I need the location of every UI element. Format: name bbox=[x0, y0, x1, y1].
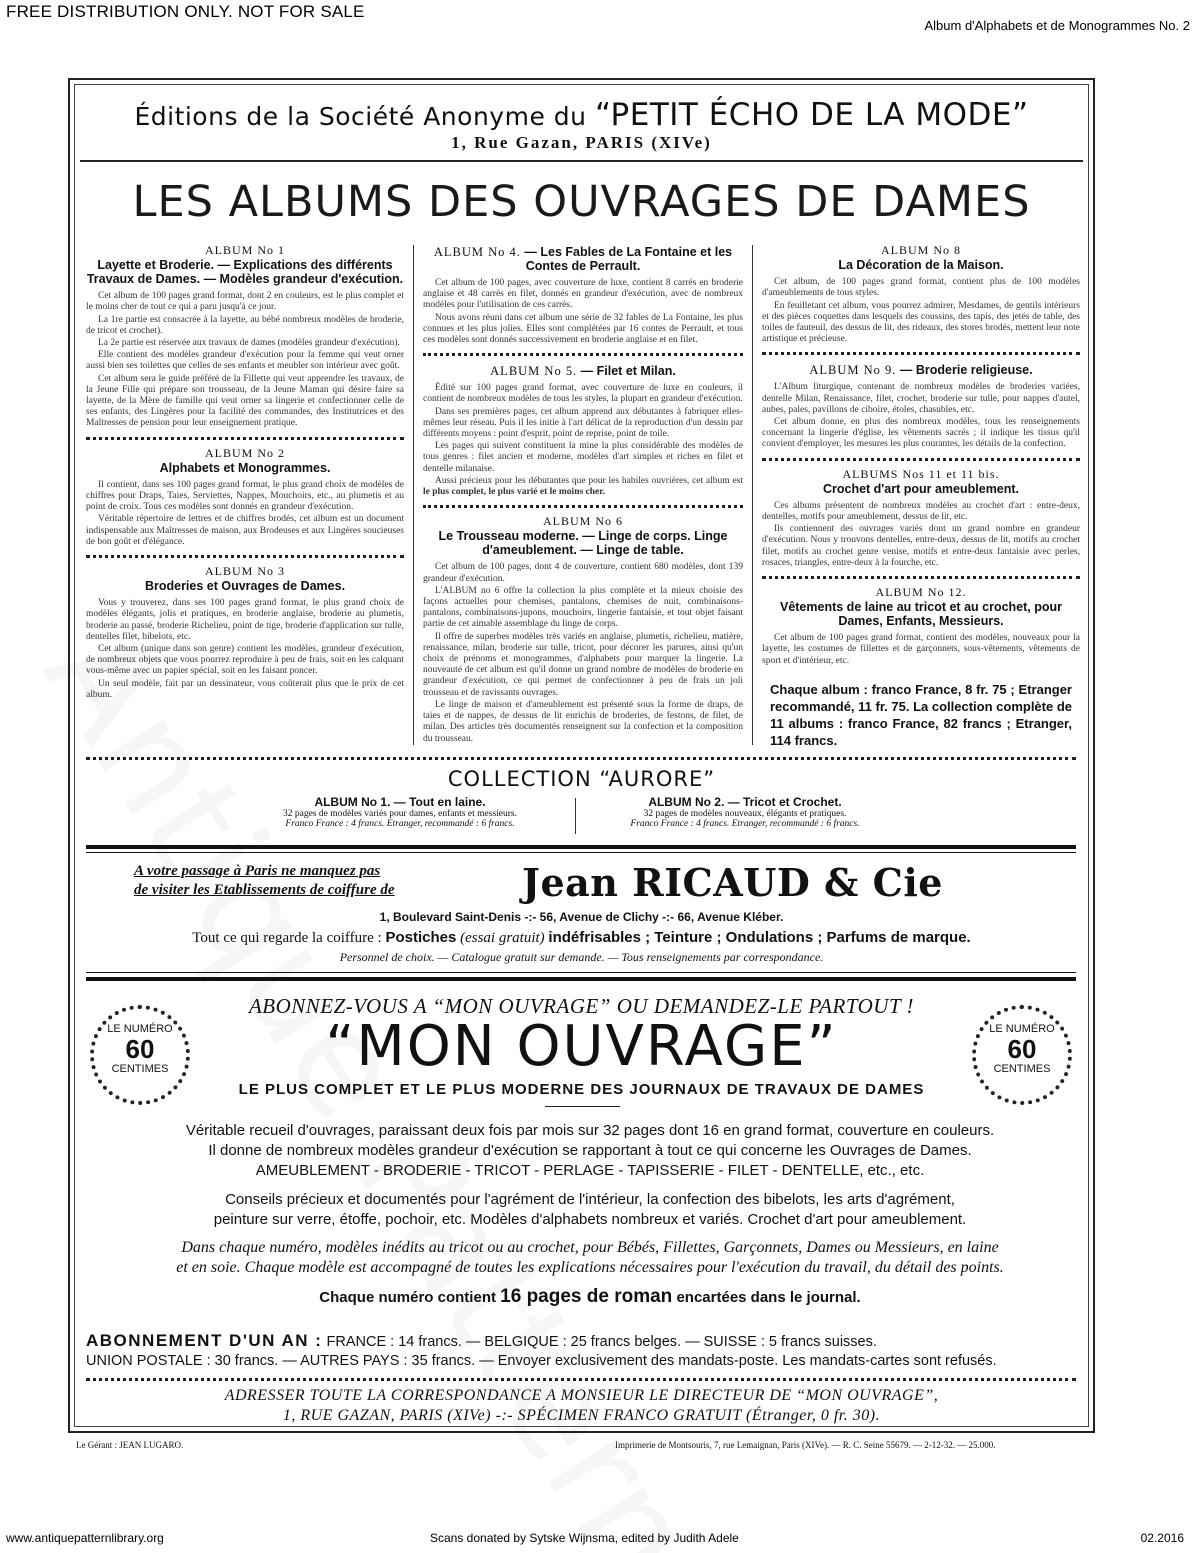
album-text: Cet album sera le guide préféré de la Fillette qui veut apprendre les travaux, de la Jeune Fille qui prépare son trousseau, de la Jeune Maman qui désire faire sa layette, de la Mère de famille qui veut orner sa lingerie et confectionner celle de ses enfants, des Lingères pour la facilité des commandes, des Institutrices et des Maîtresses de pension pour leur enseignement pratique. bbox=[86, 373, 404, 429]
dotted-rule bbox=[762, 576, 1080, 579]
album-heading: ALBUM No 3 bbox=[204, 564, 285, 579]
ricaud-services: Tout ce qui regarde la coiffure : Postiches (essai gratuit) indéfrisables ; Teinture ; Ondulations ; Parfums de marque. bbox=[192, 929, 971, 946]
album-heading: ALBUM No 12. bbox=[875, 585, 967, 600]
section-rule bbox=[86, 852, 1076, 853]
aurore-title: COLLECTION “AURORE” bbox=[447, 767, 716, 791]
edition-date: 02.2016 bbox=[1140, 1531, 1184, 1545]
header-rule bbox=[80, 160, 1083, 162]
dotted-rule bbox=[423, 505, 743, 508]
album-text: Il offre de superbes modèles très variés en anglaise, plumetis, richelieu, matière, renaissance, milan, broderie sur tulle, tricot, pour décorer les parures, ainsi qu'un choix de prénoms et monogrammes, d'alphabets pour marquer la lingerie. La nouveauté de cet album est qu'il donne un grand nombre de modèles de broderie en grandeur d'exécution, ce qui permet de confectionner à peu de frais un joli trousseau et de ravissants ouvrages. bbox=[423, 631, 743, 698]
album-text: Les pages qui suivent constituent la mine la plus considérable des modèles de tous genres : filet ancien et moderne, modèles d'art simples et riches en filet et dentelle milanaise. bbox=[423, 441, 743, 474]
aurore-album-text: 32 pages de modèles variés pour dames, enfants et messieurs. bbox=[282, 808, 517, 819]
manager-credit: Le Gérant : JEAN LUGARO. bbox=[76, 1440, 184, 1450]
album-title: La Décoration de la Maison. bbox=[838, 258, 1004, 273]
album-title: ALBUM No 5. — Filet et Milan. bbox=[490, 364, 676, 379]
album-text: Elle contient des modèles grandeur d'exécution pour la femme qui veut orner aussi bien ses toilettes que celles de ses enfants et meubler son intérieur avec goût. bbox=[86, 350, 404, 372]
ricaud-address: 1, Boulevard Saint-Denis -:- 56, Avenue de Clichy -:- 66, Avenue Kléber. bbox=[379, 910, 784, 924]
column-divider bbox=[752, 245, 753, 745]
album-text: Nous avons réuni dans cet album une série de 32 fables de La Fontaine, les plus connues et les plus jolies. Elles sont complétées par 16 contes de Perrault, et tous ces modèles sont donnés successivement en broderie anglaise et en filet. bbox=[423, 312, 743, 346]
column-divider bbox=[413, 245, 414, 745]
dotted-rule bbox=[86, 1378, 1076, 1381]
album-text: Cet album de 100 pages grand format, dont 2 en couleurs, est le plus complet et le moins cher de tout ce qui a paru jusqu'à ce jour. bbox=[86, 291, 404, 313]
section-rule bbox=[86, 845, 1076, 849]
aurore-album-1 bbox=[240, 797, 560, 830]
album-price: Chaque album : franco France, 8 fr. 75 ; Etranger recommandé, 11 fr. 75. La collection complète de 11 albums : franco France, 82 francs ; Etranger, 114 francs. bbox=[770, 681, 1073, 748]
mon-ouvrage-description: Véritable recueil d'ouvrages, paraissant deux fois par mois sur 32 pages dont 16 en grand format, couverture en couleurs. Il donne de nombreux modèles grandeur d'exécution se rapportant à tout ce qui concerne les Ouvrages de Dames. AMEUBLEMENT - BRODERIE - TRICOT - PERLAGE - TAPISSERIE - FILET - DENTELLE, etc., etc. bbox=[185, 1122, 995, 1179]
album-text: Cet album de 100 pages grand format, contient des modèles, nouveaux pour la layette, les costumes de fillettes et de garçonnets, sous-vêtements, vêtements de sport et d'intérieur, etc. bbox=[762, 633, 1080, 666]
aurore-divider bbox=[575, 798, 576, 834]
album-heading: ALBUM No 2 bbox=[204, 445, 285, 460]
album-title: Broderies et Ouvrages de Dames. bbox=[144, 579, 346, 594]
dotted-rule bbox=[762, 458, 1080, 461]
price-badge: LE NUMÉRO 60 CENTIMES bbox=[972, 1005, 1072, 1105]
album-text: Cet album de 100 pages, avec couverture de luxe, contient 8 carrés en broderie anglaise et 48 carrés en filet, donnés en grandeur d'exécution, avec de nombreux modèles pour l'utilisation de ces carrés. bbox=[423, 278, 743, 311]
album-text: L'ALBUM no 6 offre la collection la plus complète et la mieux choisie des façons actuelles pour chemises, pantalons, chemises de nuit, combinaisons-pantalons, combinaisons-jupons, mouchoirs, lingerie fantaisie, et tout objet faisant partie de cet aimable assemblage du linge de corps. bbox=[423, 585, 743, 630]
mon-ouvrage-models: Dans chaque numéro, modèles inédits au tricot ou au crochet, pour Bébés, Fillettes, Garçonnets, Dames ou Messieurs, en laine et en soie. Chaque modèle est accompagné de toutes les explications nécessaires pour l'exécution du travail, du détail des points. bbox=[176, 1239, 1004, 1276]
column-middle bbox=[423, 245, 743, 746]
album-text: Ces albums présentent de nombreux modèles au crochet d'art : entre-deux, dentelles, motifs pour ameublement, dessus de lit, etc. bbox=[762, 500, 1080, 523]
ricaud-note: Personnel de choix. — Catalogue gratuit sur demande. — Tous renseignements par correspondance. bbox=[339, 950, 824, 964]
album-text: Cet album de 100 pages, dont 4 de couverture, contient 680 modèles, dont 139 grandeur d'exécution. bbox=[423, 562, 743, 584]
dotted-rule bbox=[762, 352, 1080, 355]
album-title: ALBUM No 9. — Broderie religieuse. bbox=[809, 363, 1033, 378]
album-title: Alphabets et Monogrammes. bbox=[159, 460, 331, 475]
ricaud-invitation: A votre passage à Paris ne manquez pas de visiter les Etablissements de coiffure de bbox=[134, 863, 395, 898]
album-title: Crochet d'art pour ameublement. bbox=[822, 481, 1020, 496]
album-text: L'Album liturgique, contenant de nombreux modèles de broderies variées, dentelle Milan, Renaissance, filet, crochet, broderie sur tulle, pour nappes d'autel, aubes, pales, pavillons de ciboire, étoles, chasubles, etc. bbox=[762, 382, 1080, 415]
album-text: La 2e partie est réservée aux travaux de dames (modèles grandeur d'exécution). bbox=[98, 338, 400, 349]
column-right bbox=[762, 245, 1080, 749]
document-title: Album d'Alphabets et de Monogrammes No. 2 bbox=[924, 18, 1190, 33]
album-text: La 1re partie est consacrée à la layette, au bébé nombreux modèles de broderie, de tricot et crochet). bbox=[86, 314, 404, 336]
album-text: Le linge de maison et d'ameublement est présenté sous la forme de draps, de taies et de nappes, de dessus de lit enrichis de broderies, de festons, de filet, de milan. Des articles très documentés renseignent sur la confection et la composition du trousseau. bbox=[423, 699, 743, 744]
album-text: Il contient, dans ses 100 pages grand format, le plus grand choix de modèles de chiffres pour Draps, Taies, Serviettes, Nappes, Mouchoirs, etc., au plumetis et au point de croix. Tous ces modèles sont donnés en grandeur d'exécution. bbox=[86, 479, 404, 513]
album-text: Cet album (unique dans son genre) contient les modèles, grandeur d'exécution, de nombreux objets que vous pourrez reproduire à peu de frais, soit en les calquant vous-même avec un papier spécial, soit en les faisant poncer. bbox=[86, 644, 404, 677]
album-heading: ALBUM No 8 bbox=[880, 243, 961, 257]
album-text: Dans ses premières pages, cet album apprend aux débutantes à fabriquer elles-mêmes leur réseau. Puis il les initie à l'art délicat de la reproduction d'un dessin par différents moyens : point d'esprit, point de reprise, point de toile. bbox=[423, 406, 743, 440]
aurore-album-heading: ALBUM No 1. — Tout en laine. bbox=[314, 795, 486, 809]
album-heading: ALBUM No 1 bbox=[204, 243, 285, 257]
short-rule bbox=[545, 1106, 620, 1107]
album-text: Vous y trouverez, dans ses 100 pages grand format, le plus grand choix de modèles élégants, jolis et pratiques, en broderie anglaise, broderie au plumetis, broderie au passé, broderie Richelieu, point de tige, broderie d'application sur tulle, dentelles filet, bibelots, etc. bbox=[86, 598, 404, 642]
mon-ouvrage-roman: Chaque numéro contient 16 pages de roman encartées dans le journal. bbox=[319, 1286, 861, 1307]
album-text: Cet album donne, en plus des nombreux modèles, tous les renseignements concernant la lingerie d'église, les vêtements sacrés ; il indique les tissus qu'il convient d'employer, les mesures les plus courantes, les détails de la confection. bbox=[762, 417, 1080, 450]
source-url: www.antiquepatternlibrary.org bbox=[6, 1531, 164, 1545]
dotted-rule bbox=[423, 353, 743, 356]
mon-ouvrage-title: “MON OUVRAGE” bbox=[325, 1014, 838, 1079]
price-badge: LE NUMÉRO 60 CENTIMES bbox=[90, 1005, 190, 1105]
section-rule bbox=[86, 972, 1076, 973]
aurore-album-text: 32 pages de modèles nouveaux, élégants et pratiques. bbox=[643, 808, 847, 819]
album-heading: ALBUM No 6 bbox=[542, 514, 623, 529]
aurore-album-2 bbox=[590, 797, 900, 830]
printer-credit: Imprimerie de Montsouris, 7, rue Lemaignan, Paris (XIVe). — R. C. Seine 55679. — 2-12-32. — 25.000. bbox=[615, 1440, 996, 1450]
subscription-call: ABONNEZ-VOUS A “MON OUVRAGE” OU DEMANDEZ-LE PARTOUT ! bbox=[248, 994, 915, 1018]
publisher-address: 1, Rue Gazan, PARIS (XIVe) bbox=[451, 133, 712, 152]
correspondence-address: ADRESSER TOUTE LA CORRESPONDANCE A MONSIEUR LE DIRECTEUR DE “MON OUVRAGE”, 1, RUE GAZAN, PARIS (XIVe) -:- SPÉCIMEN FRANCO GRATUIT (Étranger, 0 fr. 30). bbox=[224, 1387, 939, 1424]
album-text: Véritable répertoire de lettres et de chiffres brodés, cet album est un document indispensable aux Maîtresses de maison, aux Brodeuses et aux Lingères soucieuses de bon goût et d'élégance. bbox=[86, 514, 404, 547]
main-title: LES ALBUMS DES OUVRAGES DE DAMES bbox=[132, 177, 1031, 227]
album-title: Layette et Broderie. — Explications des différents Travaux de Dames. — Modèles grandeur d'exécution. bbox=[86, 258, 404, 287]
album-title: ALBUM No 4. — Les Fables de La Fontaine et les Contes de Perrault. bbox=[433, 245, 733, 273]
dotted-rule bbox=[86, 437, 404, 440]
album-text: Aussi précieux pour les débutantes que pour les habiles ouvrières, cet album est le plus complet, le plus varié et le moins cher. bbox=[423, 475, 743, 498]
album-heading: ALBUMS Nos 11 et 11 bis. bbox=[842, 466, 1000, 481]
publisher-line: Éditions de la Société Anonyme du “PETIT ÉCHO DE LA MODE” bbox=[134, 97, 1029, 133]
album-text: Édité sur 100 pages grand format, avec couverture de luxe en couleurs, il contient de nombreux modèles de tous les styles, la plupart en grandeur d'exécution. bbox=[423, 383, 743, 405]
aurore-album-price: Franco France : 4 francs. Etranger, recommandé : 6 francs. bbox=[285, 819, 515, 829]
ricaud-name: Jean RICAUD & Cie bbox=[522, 860, 943, 905]
subscription-rates: ABONNEMENT D'UN AN : FRANCE : 14 francs. — BELGIQUE : 25 francs belges. — SUISSE : 5 francs suisses. UNION POSTALE : 30 francs. — AUTRES PAYS : 35 francs. — Envoyer exclusivement des mandats-poste. Les mandats-cartes sont refusés. bbox=[86, 1331, 997, 1369]
album-text: Cet album, de 100 pages grand format, contient plus de 100 modèles d'ameublements de tous styles. bbox=[762, 277, 1080, 299]
dotted-rule bbox=[86, 757, 1076, 760]
mon-ouvrage-subtitle: LE PLUS COMPLET ET LE PLUS MODERNE DES JOURNAUX DE TRAVAUX DE DAMES bbox=[238, 1081, 925, 1098]
album-text: Un seul modèle, fait par un dessinateur, vous coûterait plus que le prix de cet album. bbox=[86, 678, 404, 700]
aurore-album-heading: ALBUM No 2. — Tricot et Crochet. bbox=[648, 795, 842, 809]
album-text: Ils contiennent des ouvrages variés dont un grand nombre en grandeur d'exécution. Nous y trouvons dentelles, entre-deux, dessus de lit, motifs au crochet filet, motifs au crochet genre venise, motifs et entre-deux fantaisie avec perles, rosaces, triangles, entre-deux à la fourche, etc. bbox=[762, 524, 1080, 568]
mon-ouvrage-advice: Conseils précieux et documentés pour l'agrément de l'intérieur, la confection des bibelots, les arts d'agrément, peinture sur verre, étoffe, pochoir, etc. Modèles d'alphabets nombreux et variés. Crochet d'art pour ameublement. bbox=[213, 1191, 967, 1228]
scan-credit: Scans donated by Sytske Wijnsma, edited by Judith Adele bbox=[430, 1531, 739, 1545]
section-rule bbox=[86, 977, 1076, 981]
dotted-rule bbox=[86, 555, 404, 558]
album-title: Vêtements de laine au tricot et au crochet, pour Dames, Enfants, Messieurs. bbox=[779, 600, 1062, 629]
album-text: En feuilletant cet album, vous pourrez admirer, Mesdames, de gentils intérieurs et des pièces coquettes dans lesquels des coussins, des tapis, des jetés de table, des toiles de fauteuil, des dessus de lit, des rideaux, des stores brodés, mettent leur note artistique et précieuse. bbox=[762, 300, 1080, 345]
distribution-note: FREE DISTRIBUTION ONLY. NOT FOR SALE bbox=[6, 2, 365, 21]
column-left bbox=[86, 245, 404, 702]
album-title: Le Trousseau moderne. — Linge de corps. Linge d'ameublement. — Linge de table. bbox=[438, 529, 728, 558]
aurore-album-price: Franco France : 4 francs. Etranger, recommandé : 6 francs. bbox=[630, 819, 860, 829]
